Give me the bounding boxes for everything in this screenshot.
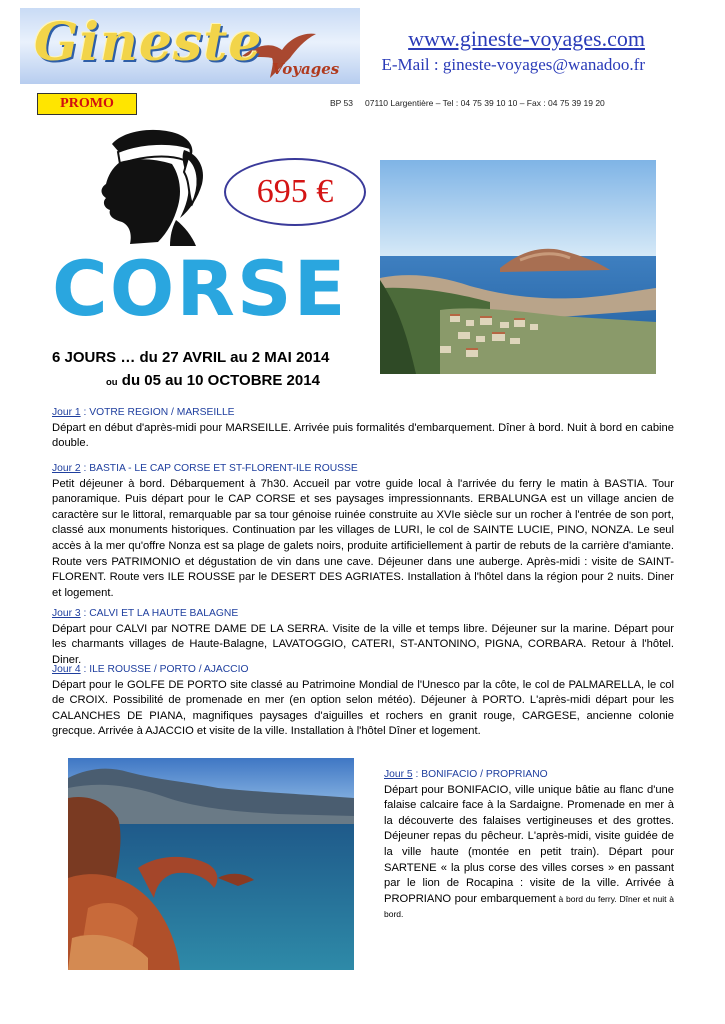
porto-rock-arch-photo	[68, 758, 354, 970]
day-description-main: Départ pour BONIFACIO, ville unique bâtie au flanc d'une falaise calcaire face à la Sardaigne. Promenade en mer à la découverte des falaises vertigineuses et des grottes. Déjeuner repas du pêcheur. L'après-midi, visite guidée de la ville haute (montée en petit train). Départ pour SARTENE « la plus corse des villes corses » en passant par le lion de Rocapina : visite de la ville. Arrivée à PROPRIANO pour embarquement	[384, 783, 674, 905]
price-tag: 695 €	[224, 158, 366, 226]
address-bp: BP 53	[330, 98, 354, 108]
day-label: Jour 4	[52, 664, 81, 675]
day-title: : VOTRE REGION / MARSEILLE	[80, 407, 235, 418]
day-label: Jour 2	[52, 463, 81, 474]
itinerary-day-2	[52, 461, 674, 601]
day-description-tail: à bord du ferry. Dîner et nuit à bord.	[384, 893, 675, 920]
day-description: Départ pour le GOLFE DE PORTO site classé au Patrimoine Mondial de l'Unesco par la côte, le col de PALMARELLA, le col de CROIX. Possibilité de promenade en mer (en option selon météo). Déjeuner à PORTO. L'après-midi départ pour les CALANCHES DE PIANA, magnifiques paysages d'aiguilles et rochers en granit rouge, CARGESE, ancienne colonie grecque. Arrivée à AJACCIO et visite de la ville. Installation à l'hôtel Dîner et logement.	[52, 678, 674, 738]
ile-rousse-photo	[380, 160, 656, 374]
itinerary-day-4	[52, 662, 674, 740]
day-heading	[52, 662, 674, 678]
day-title: : BONIFACIO / PROPRIANO	[412, 769, 548, 780]
logo-wordmark: Gineste	[34, 12, 263, 73]
company-logo	[20, 8, 360, 84]
day-label: Jour 3	[52, 608, 81, 619]
day-label: Jour 5	[384, 769, 413, 780]
dates-alternate-text: du 05 au 10 OCTOBRE 2014	[121, 372, 320, 389]
day-heading	[52, 606, 674, 622]
promo-badge: PROMO	[37, 93, 137, 115]
day-heading	[52, 461, 674, 477]
day-description: Petit déjeuner à bord. Débarquement à 7h30. Accueil par votre guide local à l'arrivée du ferry le matin à BASTIA. Tour panoramique. Puis départ pour le CAP CORSE et ses paysages impressionnants. ERBALUNGA est un village ancien de caractère sur le littoral, remarquable par sa tour génoise ruinée construite au XVIe siècle sur un rocher à l'entrée de son port, classé aux monuments historiques. Continuation par les villages de LURI, le col de SAINTE LUCIE, PINO, NONZA. Le seul accès à la mer qu'offre Nonza est sa plage de galets noirs, produite artificiellement à partir de rebuts de la carrière d'amiante. Route vers PATRIMONIO et dégustation de vin dans une cave. Déjeuner dans une auberge. Après-midi : visite de SAINT-FLORENT. Route vers ILE ROUSSE par le DESERT DES AGRIATES. Installation à l'hôtel dans la région pour 2 nuits. Diner et logement.	[52, 477, 674, 599]
day-description: Départ en début d'après-midi pour MARSEILLE. Arrivée puis formalités d'embarquement. Dîner à bord. Nuit à bord en cabine double.	[52, 421, 674, 450]
dates-or-label: ou	[106, 377, 118, 388]
destination-title: CORSE	[52, 244, 348, 333]
trip-dates-alternate	[106, 372, 320, 389]
trip-dates-primary: 6 JOURS … du 27 AVRIL au 2 MAI 2014	[52, 349, 330, 366]
day-heading	[52, 405, 674, 421]
moor-head-emblem-icon	[84, 124, 212, 248]
day-label: Jour 1	[52, 407, 81, 418]
agency-address	[330, 98, 605, 108]
address-contact: 07110 Largentière – Tel : 04 75 39 10 10 – Fax : 04 75 39 19 20	[365, 98, 605, 108]
itinerary-day-5	[384, 767, 674, 923]
day-description: Départ pour CALVI par NOTRE DAME DE LA SERRA. Visite de la ville et temps libre. Déjeuner sur la marine. Départ pour les charmants villages de Haute-Balagne, LAVATOGGIO, CATERI, ST-ANTONINO, PIGNA, CORBARA. Retour à l'hôtel. Diner.	[52, 622, 674, 666]
day-title: : CALVI ET LA HAUTE BALAGNE	[80, 608, 239, 619]
day-title: : BASTIA - LE CAP CORSE ET ST-FLORENT-ILE ROUSSE	[80, 463, 358, 474]
itinerary-day-1	[52, 405, 674, 452]
itinerary-day-3	[52, 606, 674, 668]
website-link[interactable]: www.gineste-voyages.com	[408, 26, 645, 51]
day-title: : ILE ROUSSE / PORTO / AJACCIO	[80, 664, 249, 675]
day-heading	[384, 767, 674, 783]
logo-subtitle: Voyages	[272, 60, 340, 78]
email-address[interactable]: E-Mail : gineste-voyages@wanadoo.fr	[381, 55, 645, 74]
day-description	[384, 783, 674, 923]
